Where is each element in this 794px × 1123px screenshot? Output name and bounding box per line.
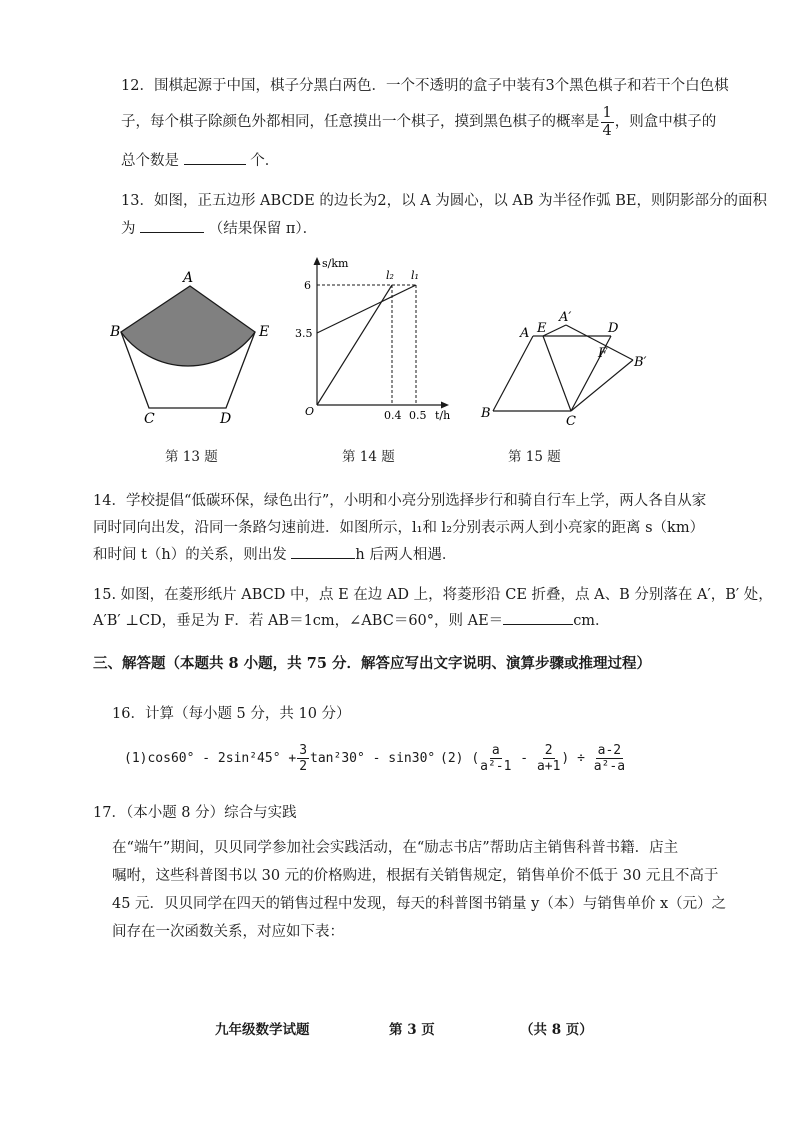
fig15-seg-ab <box>493 336 533 411</box>
q12-fraction: $\frac{1}{4}$ <box>602 105 612 139</box>
fig13-label-b: B <box>110 324 121 340</box>
fig14-caption: 第 14 题 <box>342 449 395 465</box>
fig15-caption: 第 15 题 <box>508 449 561 465</box>
fig13-shaded-sector <box>121 286 255 366</box>
fig15-label-b-prime: B′ <box>634 355 647 370</box>
fig14-origin: O <box>305 405 315 418</box>
fig14-label-l2: l₂ <box>386 269 394 282</box>
fig15-label-a-prime: A′ <box>559 310 572 325</box>
fig13-label-d: D <box>220 411 232 427</box>
fig14-tick-0-4: 0.4 <box>384 409 402 422</box>
fig15-seg-b1c <box>571 360 633 411</box>
q12-line1: 12．围棋起源于中国，棋子分黑白两色．一个不透明的盒子中装有3个黑色棋子和若干个白色棋 <box>121 78 729 94</box>
q16-part1-fraction: $\frac{3}{2}$ <box>299 743 308 774</box>
section3-heading: 三、解答题（本题共 8 小题，共 75 分．解答应写出文字说明、演算步骤或推理过程） <box>93 655 651 672</box>
q13-line2: 为 （结果保留 π）． <box>121 217 317 238</box>
q17-line1: 在“端午”期间，贝贝同学参加社会实践活动，在“励志书店”帮助店主销售科普书籍．店主 <box>112 840 679 856</box>
q14-line3: 和时间 t（h）的关系，则出发 h 后两人相遇． <box>93 543 456 564</box>
q17-title: 17．（本小题 8 分）综合与实践 <box>93 805 297 821</box>
q16-title: 16．计算（每小题 5 分，共 10 分） <box>112 706 351 722</box>
q13-line1: 13．如图，正五边形 ABCDE 的边长为2，以 A 为圆心，以 AB 为半径作弧 BE，则阴影部分的面积 <box>121 193 767 209</box>
q14-line2: 同时同向出发，沿同一条路匀速前进．如图所示，l₁和 l₂分别表示两人到小亮家的距离 s（km） <box>93 520 705 536</box>
fig14-graph <box>285 255 465 425</box>
q15-line1: 15. 如图，在菱形纸片 ABCD 中，点 E 在边 AD 上，将菱形沿 CE 折叠，点 A、B 分别落在 A′，B′ 处， <box>93 587 773 603</box>
fig14-label-l1: l₁ <box>411 269 419 282</box>
q14-line1: 14．学校提倡“低碳环保，绿色出行”，小明和小亮分别选择步行和骑自行车上学，两人各自从家 <box>93 493 707 509</box>
fig14-x-label: t/h <box>435 409 451 422</box>
q12-line3: 总个数是 个． <box>121 149 279 170</box>
fig14-line-l2 <box>317 285 392 405</box>
fig15-label-d: D <box>608 321 619 336</box>
footer-subject: 九年级数学试题 <box>215 1022 310 1038</box>
fig14-tick-0-5: 0.5 <box>409 409 427 422</box>
q17-line4: 间存在一次函数关系，对应如下表： <box>112 924 344 940</box>
q12-answer-blank[interactable] <box>184 150 246 165</box>
fig15-label-a: A <box>520 326 530 341</box>
fig14-y-arrow <box>314 257 321 265</box>
fig15-label-e: E <box>537 321 547 336</box>
fig13-pentagon-figure <box>110 268 270 428</box>
fig14-tick-3-5: 3.5 <box>295 327 313 340</box>
footer-page: 第 3 页 <box>389 1022 435 1038</box>
fig15-label-c: C <box>566 414 576 429</box>
q17-line3: 45 元．贝贝同学在四天的销售过程中发现，每天的科普图书销量 y（本）与销售单价 x（元）之 <box>112 896 727 912</box>
q12-line2: 子，每个棋子除颜色外都相同，任意摸出一个棋子，摸到黑色棋子的概率是 $\frac{1}{4}$ ，则盒中棋子的 <box>121 105 717 139</box>
fig15-label-f: F <box>598 346 608 361</box>
fig14-tick-6: 6 <box>304 279 311 292</box>
q15-line2: A′B′ ⊥CD，垂足为 F．若 AB＝1cm，∠ABC＝60°，则 AE＝ cm． <box>93 609 610 630</box>
q16-part1: (1)cos60° - 2sin²45° + $\frac{3}{2}$ tan²30° - sin30° <box>124 743 436 774</box>
fig13-label-a: A <box>183 270 194 286</box>
q16-part2: (2) ( $\frac{a}{\text{a²-1}}$ - $\frac{2}{a+1}$ ) ÷ $\frac{a-2}{\text{a²-a}}$ <box>440 743 626 774</box>
q14-answer-blank[interactable] <box>291 544 355 559</box>
q16-part2-fraction1: $\frac{a}{\text{a²-1}}$ <box>480 743 512 774</box>
fig13-label-e: E <box>259 324 270 340</box>
q16-part2-fraction3: $\frac{a-2}{\text{a²-a}}$ <box>593 743 626 774</box>
fig15-rhombus-figure <box>478 305 668 430</box>
footer-total: （共 8 页） <box>520 1022 593 1038</box>
q17-line2: 嘱咐，这些科普图书以 30 元的价格购进，根据有关销售规定，销售单价不低于 30 元且不高于 <box>112 868 719 884</box>
fig15-seg-ec <box>543 336 571 411</box>
fig15-label-b: B <box>481 406 491 421</box>
fig14-x-arrow <box>441 402 449 409</box>
fig13-caption: 第 13 题 <box>165 449 218 465</box>
fig13-label-c: C <box>144 411 155 427</box>
q16-part2-fraction2: $\frac{2}{a+1}$ <box>536 743 561 774</box>
q13-answer-blank[interactable] <box>140 218 204 233</box>
q15-answer-blank[interactable] <box>503 610 573 625</box>
fig14-y-label: s/km <box>322 257 349 270</box>
